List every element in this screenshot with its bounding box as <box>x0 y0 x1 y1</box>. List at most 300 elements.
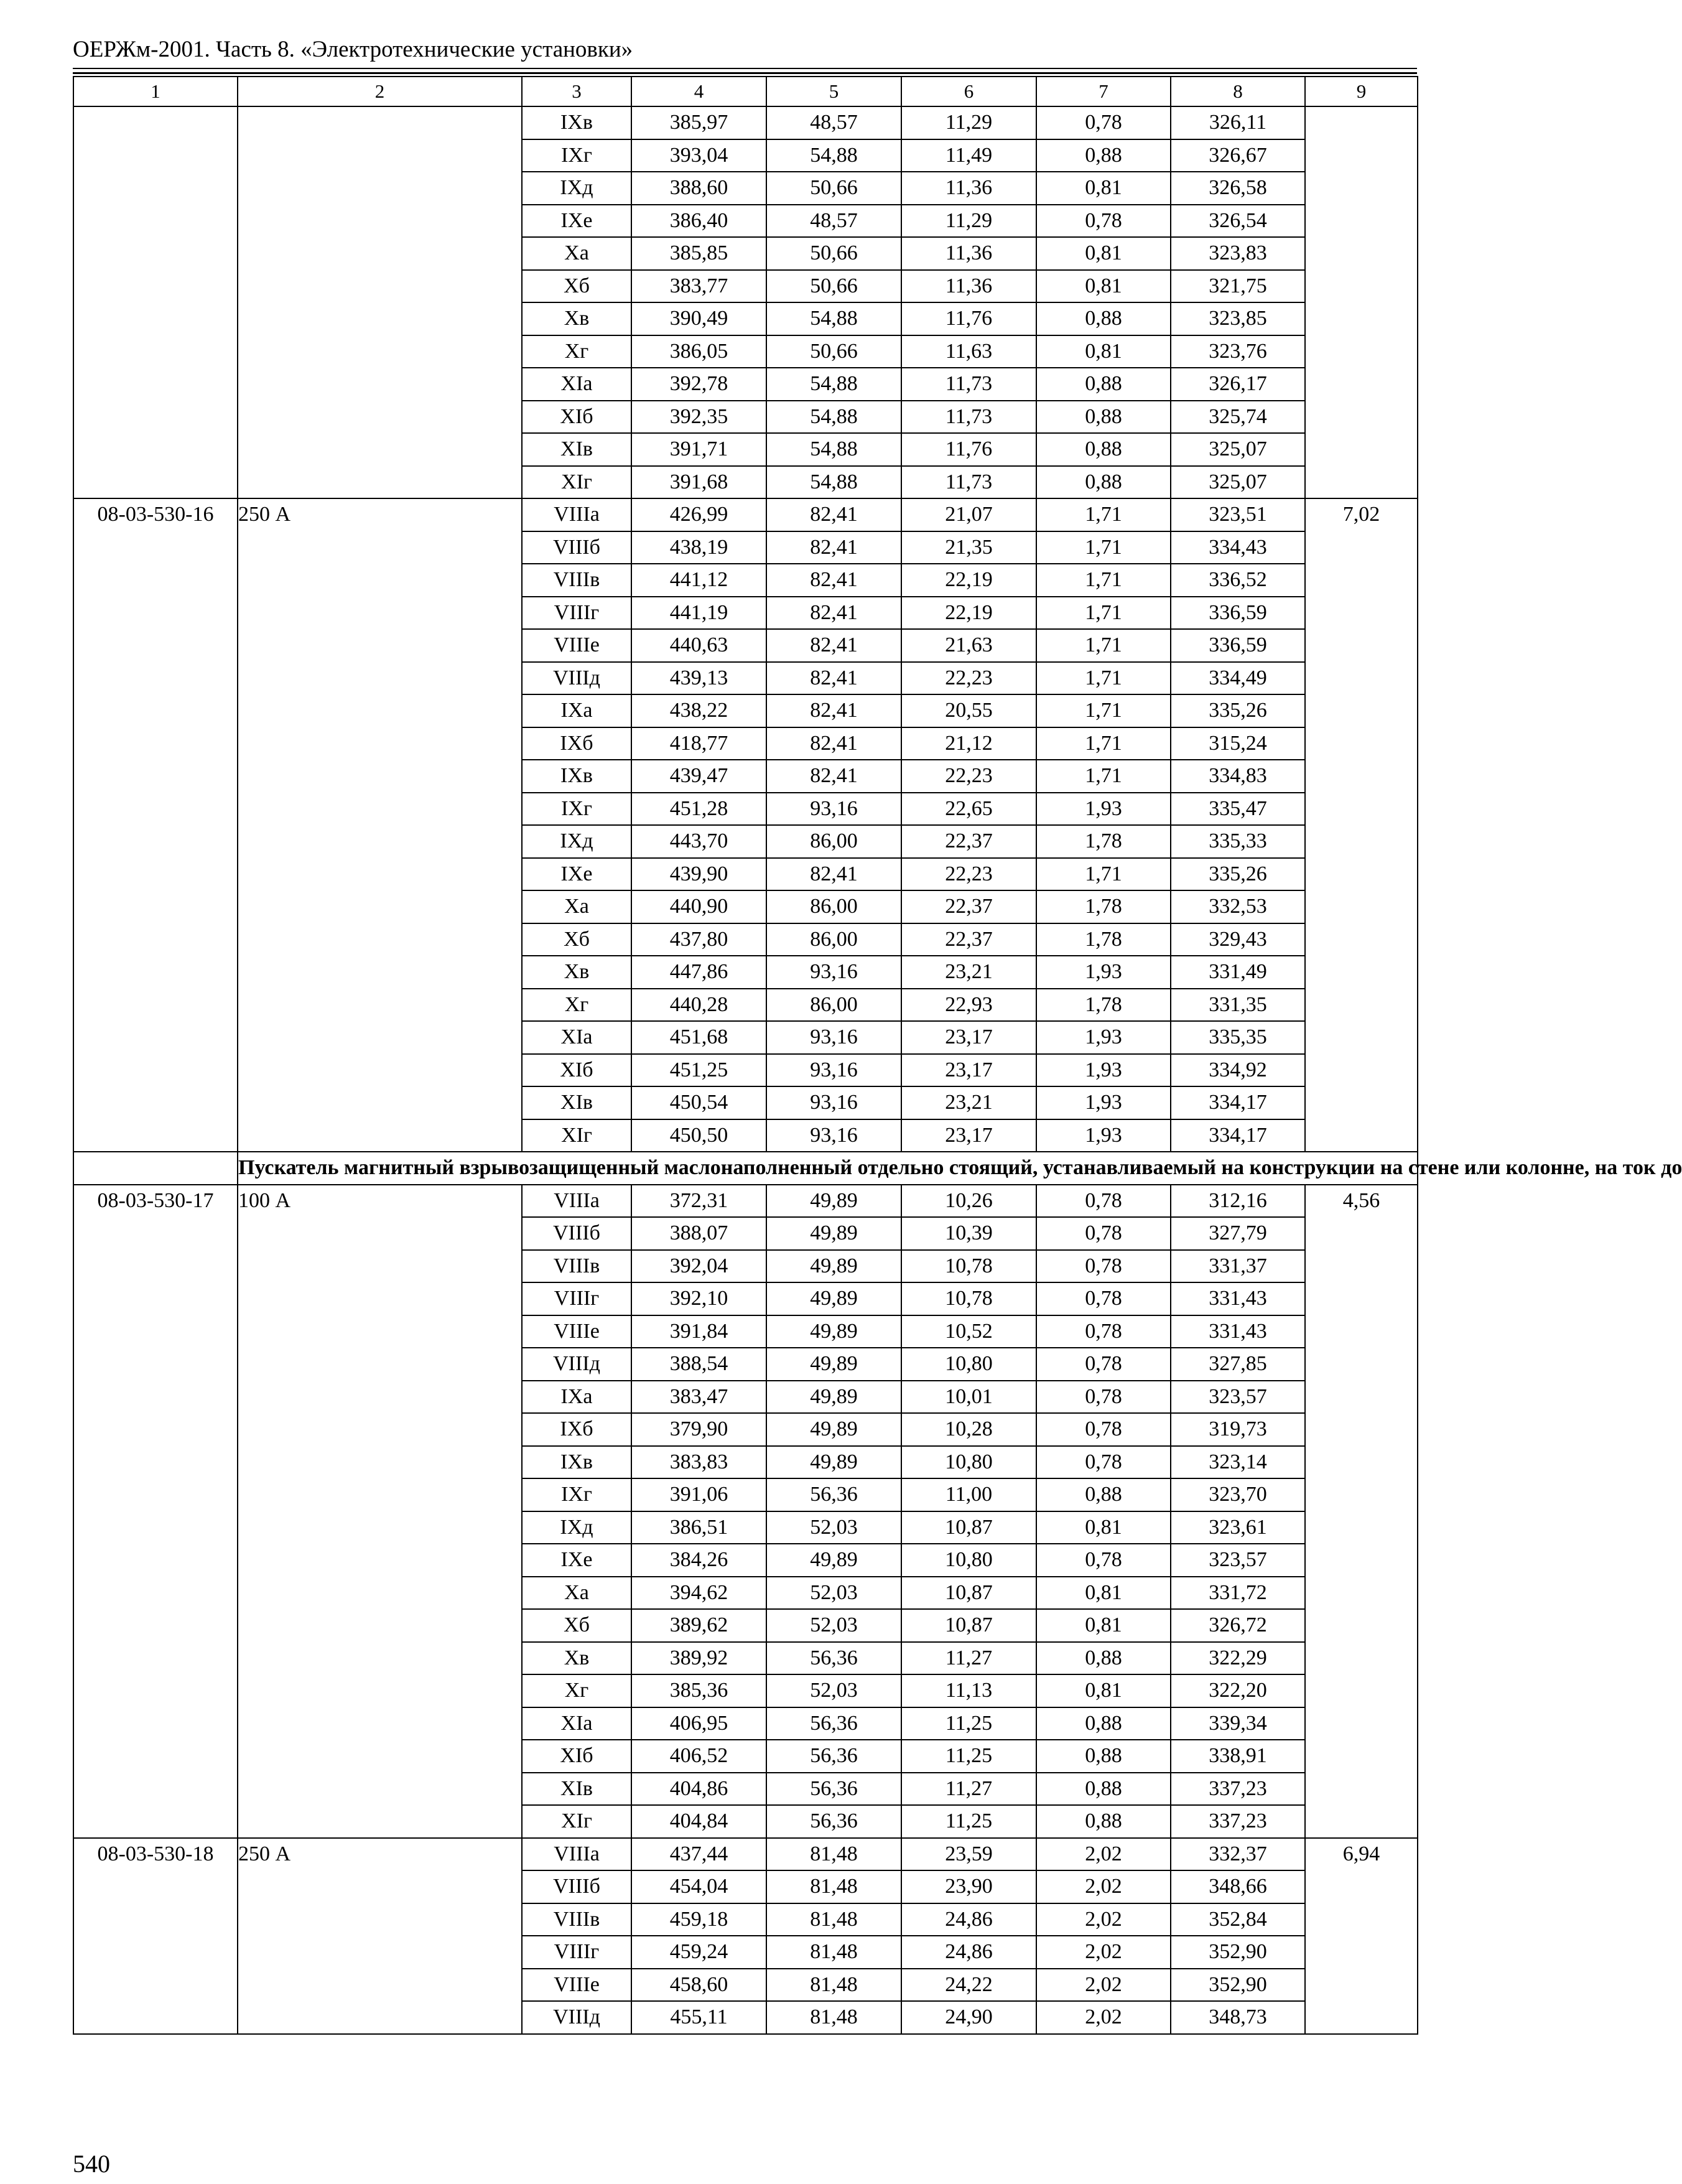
table-cell: 10,52 <box>901 1315 1036 1348</box>
table-cell: 385,36 <box>631 1674 766 1707</box>
table-cell: 337,23 <box>1171 1773 1305 1806</box>
table-cell: 323,61 <box>1171 1511 1305 1544</box>
table-cell: 391,68 <box>631 466 766 499</box>
table-row <box>73 498 1418 531</box>
table-cell: VIIIе <box>522 1969 631 2002</box>
table-cell: VIIIа <box>522 1838 631 1871</box>
table-cell: 440,28 <box>631 989 766 1022</box>
table-cell: 334,17 <box>1171 1119 1305 1152</box>
table-cell: 406,95 <box>631 1707 766 1740</box>
table-cell: 451,68 <box>631 1021 766 1054</box>
table-cell: 454,04 <box>631 1870 766 1903</box>
table-cell: 334,92 <box>1171 1054 1305 1087</box>
table-cell: 327,85 <box>1171 1348 1305 1381</box>
table-cell: 323,70 <box>1171 1478 1305 1511</box>
table-cell: 406,52 <box>631 1740 766 1773</box>
table-cell: 48,57 <box>766 205 901 238</box>
table-cell: 81,48 <box>766 1903 901 1936</box>
column-number: 7 <box>1036 77 1171 106</box>
table-cell: 450,50 <box>631 1119 766 1152</box>
table-cell: Xа <box>522 890 631 923</box>
table-cell: Xа <box>522 237 631 270</box>
table-cell: 331,43 <box>1171 1282 1305 1315</box>
table-cell: 323,57 <box>1171 1381 1305 1414</box>
table-cell: XIа <box>522 368 631 401</box>
table-cell: 388,07 <box>631 1217 766 1250</box>
section-blank-cell <box>73 1152 238 1185</box>
table-cell: 334,17 <box>1171 1086 1305 1119</box>
table-cell: 352,90 <box>1171 1969 1305 2002</box>
table-cell: 1,71 <box>1036 629 1171 662</box>
table-cell: 1,71 <box>1036 531 1171 564</box>
table-cell: 93,16 <box>766 1021 901 1054</box>
table-cell: 22,93 <box>901 989 1036 1022</box>
table-cell: VIIIа <box>522 498 631 531</box>
table-cell: 391,84 <box>631 1315 766 1348</box>
table-cell: 54,88 <box>766 368 901 401</box>
table-cell: VIIIд <box>522 662 631 695</box>
table-cell: 20,55 <box>901 694 1036 727</box>
table-cell: 440,90 <box>631 890 766 923</box>
table-cell: 54,88 <box>766 401 901 434</box>
table-cell: IXе <box>522 858 631 891</box>
table-cell: 337,23 <box>1171 1805 1305 1838</box>
table-cell: 81,48 <box>766 1936 901 1969</box>
table-cell: 10,80 <box>901 1446 1036 1479</box>
column-number: 4 <box>631 77 766 106</box>
table-row <box>73 1838 1418 1871</box>
table-cell: 459,24 <box>631 1936 766 1969</box>
table-cell: 23,21 <box>901 956 1036 989</box>
table-cell: 23,21 <box>901 1086 1036 1119</box>
table-cell: VIIIв <box>522 1250 631 1283</box>
table-cell: 335,35 <box>1171 1021 1305 1054</box>
table-cell: 11,13 <box>901 1674 1036 1707</box>
table-cell: 81,48 <box>766 1969 901 2002</box>
table-row <box>73 1185 1418 1218</box>
table-cell: 49,89 <box>766 1315 901 1348</box>
table-cell: 11,25 <box>901 1740 1036 1773</box>
table-cell: 389,92 <box>631 1642 766 1675</box>
table-cell: 93,16 <box>766 956 901 989</box>
table-cell: 0,78 <box>1036 1282 1171 1315</box>
table-cell: 352,90 <box>1171 1936 1305 1969</box>
table-cell: 81,48 <box>766 1870 901 1903</box>
table-cell: 393,04 <box>631 139 766 172</box>
table-cell: 0,78 <box>1036 1315 1171 1348</box>
table-cell: 0,81 <box>1036 1609 1171 1642</box>
table-cell: VIIIб <box>522 1870 631 1903</box>
table-cell: 10,39 <box>901 1217 1036 1250</box>
table-cell: 82,41 <box>766 531 901 564</box>
table-cell: 1,78 <box>1036 890 1171 923</box>
table-cell: 23,17 <box>901 1021 1036 1054</box>
table-cell: 1,78 <box>1036 923 1171 956</box>
table-cell: IXд <box>522 172 631 205</box>
table-cell: 49,89 <box>766 1544 901 1577</box>
table-cell: 392,04 <box>631 1250 766 1283</box>
table-cell: 54,88 <box>766 302 901 335</box>
table-cell: 22,37 <box>901 825 1036 858</box>
table-cell: XIб <box>522 1740 631 1773</box>
table-cell: 0,78 <box>1036 1544 1171 1577</box>
page-number: 540 <box>73 2150 110 2178</box>
table-cell: 23,90 <box>901 1870 1036 1903</box>
table-cell: 82,41 <box>766 858 901 891</box>
table-cell: IXе <box>522 1544 631 1577</box>
table-cell: XIв <box>522 1086 631 1119</box>
table-cell: VIIIд <box>522 1348 631 1381</box>
table-cell: 11,27 <box>901 1773 1036 1806</box>
table-cell: 335,26 <box>1171 858 1305 891</box>
table-cell: 48,57 <box>766 106 901 139</box>
table-cell: XIб <box>522 401 631 434</box>
table-cell: 441,12 <box>631 564 766 597</box>
table-cell: 383,83 <box>631 1446 766 1479</box>
table-cell: 10,26 <box>901 1185 1036 1218</box>
table-cell: 0,81 <box>1036 172 1171 205</box>
table-cell: 458,60 <box>631 1969 766 2002</box>
table-cell: 11,25 <box>901 1805 1036 1838</box>
table-cell: 22,23 <box>901 662 1036 695</box>
table-cell: 1,71 <box>1036 564 1171 597</box>
table-cell: 388,60 <box>631 172 766 205</box>
table-cell: 447,86 <box>631 956 766 989</box>
table-cell: 82,41 <box>766 564 901 597</box>
table-cell: 82,41 <box>766 498 901 531</box>
table-cell: 11,27 <box>901 1642 1036 1675</box>
table-cell: 23,17 <box>901 1119 1036 1152</box>
table-cell: 331,72 <box>1171 1577 1305 1610</box>
table-cell: 0,78 <box>1036 1250 1171 1283</box>
table-cell: 385,97 <box>631 106 766 139</box>
table-cell: IXа <box>522 694 631 727</box>
table-cell: 326,54 <box>1171 205 1305 238</box>
table-cell: VIIIг <box>522 1282 631 1315</box>
table-cell: 426,99 <box>631 498 766 531</box>
table-cell: 2,02 <box>1036 1838 1171 1871</box>
table-cell: 391,71 <box>631 433 766 466</box>
section-heading-row <box>73 1152 1418 1185</box>
table-cell: 312,16 <box>1171 1185 1305 1218</box>
table-cell: 418,77 <box>631 727 766 760</box>
table-cell: IXб <box>522 1413 631 1446</box>
table-cell: 93,16 <box>766 1119 901 1152</box>
table-cell: 383,47 <box>631 1381 766 1414</box>
table-cell: 52,03 <box>766 1511 901 1544</box>
table-cell: 2,02 <box>1036 1969 1171 2002</box>
table-cell: 24,86 <box>901 1903 1036 1936</box>
table-cell: 334,83 <box>1171 760 1305 793</box>
table-cell: 11,63 <box>901 335 1036 368</box>
table-cell: 11,73 <box>901 466 1036 499</box>
table-cell: 389,62 <box>631 1609 766 1642</box>
table-cell: 352,84 <box>1171 1903 1305 1936</box>
table-cell: 52,03 <box>766 1674 901 1707</box>
table-cell: 54,88 <box>766 139 901 172</box>
table-cell: 348,66 <box>1171 1870 1305 1903</box>
table-cell: 49,89 <box>766 1250 901 1283</box>
table-cell: 52,03 <box>766 1609 901 1642</box>
table-cell: 0,88 <box>1036 1707 1171 1740</box>
table-cell: Xб <box>522 270 631 303</box>
table-cell: 93,16 <box>766 1054 901 1087</box>
table-cell: IXг <box>522 139 631 172</box>
table-cell: XIг <box>522 466 631 499</box>
table-cell: 0,81 <box>1036 1674 1171 1707</box>
table-cell: Xб <box>522 923 631 956</box>
rates-table <box>73 76 1682 2035</box>
table-cell: 1,71 <box>1036 498 1171 531</box>
table-cell: 0,88 <box>1036 433 1171 466</box>
table-cell: IXд <box>522 1511 631 1544</box>
table-cell: 332,37 <box>1171 1838 1305 1871</box>
table-cell: 11,73 <box>901 368 1036 401</box>
table-cell: XIг <box>522 1119 631 1152</box>
table-cell: VIIIб <box>522 1217 631 1250</box>
rate-code: 08-03-530-17 <box>73 1185 238 1838</box>
rate-name: 250 А <box>238 498 522 1152</box>
table-cell: 11,36 <box>901 172 1036 205</box>
column-number: 9 <box>1305 77 1418 106</box>
section-heading: Пускатель магнитный взрывозащищенный маслонаполненный отдельно стоящий, устанавливаемый на конструкции на стене или колонне, на ток до <box>238 1152 1418 1185</box>
table-cell: 385,85 <box>631 237 766 270</box>
table-cell: Xв <box>522 1642 631 1675</box>
table-cell: 326,72 <box>1171 1609 1305 1642</box>
table-cell: 335,33 <box>1171 825 1305 858</box>
table-cell: 0,81 <box>1036 237 1171 270</box>
table-cell: Xг <box>522 989 631 1022</box>
col9-value: 7,02 <box>1305 498 1418 1152</box>
table-cell: 24,22 <box>901 1969 1036 2002</box>
table-cell: 82,41 <box>766 694 901 727</box>
table-cell: 323,14 <box>1171 1446 1305 1479</box>
table-cell: 1,71 <box>1036 597 1171 630</box>
table-cell: 443,70 <box>631 825 766 858</box>
table-cell: XIб <box>522 1054 631 1087</box>
table-cell: 379,90 <box>631 1413 766 1446</box>
table-cell: IXе <box>522 205 631 238</box>
table-cell: 49,89 <box>766 1446 901 1479</box>
table-cell: 11,36 <box>901 237 1036 270</box>
table-cell: 386,40 <box>631 205 766 238</box>
header-rule <box>73 68 1417 69</box>
table-cell: 1,71 <box>1036 694 1171 727</box>
table-cell: 86,00 <box>766 825 901 858</box>
table-cell: 386,05 <box>631 335 766 368</box>
table-cell: 49,89 <box>766 1381 901 1414</box>
table-cell: 325,07 <box>1171 466 1305 499</box>
table-cell: 1,71 <box>1036 662 1171 695</box>
table-cell: 459,18 <box>631 1903 766 1936</box>
table-cell: 0,78 <box>1036 1217 1171 1250</box>
table-cell: 0,81 <box>1036 1577 1171 1610</box>
table-cell: 336,59 <box>1171 629 1305 662</box>
table-cell: IXа <box>522 1381 631 1414</box>
table-cell: 323,85 <box>1171 302 1305 335</box>
table-cell: 404,84 <box>631 1805 766 1838</box>
table-cell: 0,88 <box>1036 1740 1171 1773</box>
table-cell: VIIIг <box>522 597 631 630</box>
table-cell: IXг <box>522 1478 631 1511</box>
table-cell: 23,17 <box>901 1054 1036 1087</box>
table-cell: 388,54 <box>631 1348 766 1381</box>
table-cell: 22,19 <box>901 564 1036 597</box>
table-cell: 439,13 <box>631 662 766 695</box>
table-cell: 24,90 <box>901 2001 1036 2034</box>
table-cell: 86,00 <box>766 923 901 956</box>
table-cell: 338,91 <box>1171 1740 1305 1773</box>
table-cell: 334,43 <box>1171 531 1305 564</box>
table-cell: 0,81 <box>1036 1511 1171 1544</box>
table-cell: 335,26 <box>1171 694 1305 727</box>
table-cell: XIа <box>522 1021 631 1054</box>
table-cell: 384,26 <box>631 1544 766 1577</box>
table-cell: 0,78 <box>1036 1381 1171 1414</box>
table-cell: 22,23 <box>901 760 1036 793</box>
table-cell: 450,54 <box>631 1086 766 1119</box>
table-cell: 82,41 <box>766 760 901 793</box>
table-cell: IXг <box>522 793 631 826</box>
table-cell: 315,24 <box>1171 727 1305 760</box>
table-cell: IXв <box>522 106 631 139</box>
table-cell: 336,52 <box>1171 564 1305 597</box>
table-cell: 10,87 <box>901 1609 1036 1642</box>
table-cell: 325,74 <box>1171 401 1305 434</box>
table-cell: 0,88 <box>1036 368 1171 401</box>
table-cell: 0,78 <box>1036 1185 1171 1218</box>
table-cell: XIг <box>522 1805 631 1838</box>
table-cell: 1,71 <box>1036 760 1171 793</box>
table-row <box>73 106 1418 139</box>
table-cell: 49,89 <box>766 1282 901 1315</box>
table-cell: 50,66 <box>766 237 901 270</box>
table-cell: 50,66 <box>766 335 901 368</box>
table-cell: 11,00 <box>901 1478 1036 1511</box>
col9-value <box>1305 106 1418 498</box>
column-number-row <box>73 77 1418 106</box>
column-number: 1 <box>73 77 238 106</box>
table-cell: VIIIв <box>522 564 631 597</box>
table-cell: 321,75 <box>1171 270 1305 303</box>
table-cell: 21,12 <box>901 727 1036 760</box>
table-cell: IXв <box>522 1446 631 1479</box>
rate-name <box>238 106 522 498</box>
table-cell: 394,62 <box>631 1577 766 1610</box>
rate-code <box>73 106 238 498</box>
table-cell: 0,88 <box>1036 302 1171 335</box>
table-cell: 322,29 <box>1171 1642 1305 1675</box>
table-cell: 11,29 <box>901 205 1036 238</box>
rate-name: 100 А <box>238 1185 522 1838</box>
table-cell: 21,63 <box>901 629 1036 662</box>
table-cell: 326,58 <box>1171 172 1305 205</box>
table-cell: VIIIа <box>522 1185 631 1218</box>
table-cell: 392,10 <box>631 1282 766 1315</box>
table-cell: 323,76 <box>1171 335 1305 368</box>
table-cell: 455,11 <box>631 2001 766 2034</box>
table-cell: 10,78 <box>901 1282 1036 1315</box>
table-cell: 2,02 <box>1036 1870 1171 1903</box>
table-cell: 332,53 <box>1171 890 1305 923</box>
table-cell: 82,41 <box>766 727 901 760</box>
table-cell: 0,88 <box>1036 139 1171 172</box>
table-cell: 0,81 <box>1036 335 1171 368</box>
table-cell: 0,88 <box>1036 1478 1171 1511</box>
table-cell: 348,73 <box>1171 2001 1305 2034</box>
table-cell: 437,44 <box>631 1838 766 1871</box>
table-cell: 11,76 <box>901 433 1036 466</box>
table-cell: VIIIд <box>522 2001 631 2034</box>
table-cell: 331,37 <box>1171 1250 1305 1283</box>
table-cell: 2,02 <box>1036 2001 1171 2034</box>
table-cell: 392,78 <box>631 368 766 401</box>
table-cell: 322,20 <box>1171 1674 1305 1707</box>
col9-value: 6,94 <box>1305 1838 1418 2034</box>
table-cell: 24,86 <box>901 1936 1036 1969</box>
table-cell: 326,11 <box>1171 106 1305 139</box>
table-cell: 1,93 <box>1036 793 1171 826</box>
table-cell: 56,36 <box>766 1805 901 1838</box>
table-cell: 0,88 <box>1036 1773 1171 1806</box>
header-rule-double <box>73 72 1417 74</box>
table-cell: 441,19 <box>631 597 766 630</box>
table-cell: 1,93 <box>1036 956 1171 989</box>
table-cell: IXд <box>522 825 631 858</box>
table-cell: 1,71 <box>1036 727 1171 760</box>
table-cell: 451,28 <box>631 793 766 826</box>
column-number: 2 <box>238 77 522 106</box>
table-cell: 86,00 <box>766 890 901 923</box>
table-cell: 334,49 <box>1171 662 1305 695</box>
table-cell: 2,02 <box>1036 1936 1171 1969</box>
table-cell: 438,19 <box>631 531 766 564</box>
table-cell: 0,78 <box>1036 1413 1171 1446</box>
rate-code: 08-03-530-18 <box>73 1838 238 2034</box>
table-cell: 11,25 <box>901 1707 1036 1740</box>
table-cell: 1,93 <box>1036 1021 1171 1054</box>
table-cell: 437,80 <box>631 923 766 956</box>
table-cell: 54,88 <box>766 433 901 466</box>
column-number: 8 <box>1171 77 1305 106</box>
column-number: 5 <box>766 77 901 106</box>
table-cell: 82,41 <box>766 662 901 695</box>
table-cell: 22,37 <box>901 890 1036 923</box>
table-cell: 1,93 <box>1036 1119 1171 1152</box>
table-cell: IXб <box>522 727 631 760</box>
table-cell: 10,87 <box>901 1511 1036 1544</box>
table-cell: 56,36 <box>766 1740 901 1773</box>
table-cell: IXв <box>522 760 631 793</box>
table-cell: 1,71 <box>1036 858 1171 891</box>
table-cell: 10,01 <box>901 1381 1036 1414</box>
table-cell: 56,36 <box>766 1707 901 1740</box>
table-cell: 23,59 <box>901 1838 1036 1871</box>
table-cell: 0,78 <box>1036 106 1171 139</box>
table-cell: 81,48 <box>766 2001 901 2034</box>
table-cell: 331,35 <box>1171 989 1305 1022</box>
table-cell: VIIIе <box>522 1315 631 1348</box>
table-cell: 49,89 <box>766 1348 901 1381</box>
table-cell: 0,81 <box>1036 270 1171 303</box>
table-cell: 11,29 <box>901 106 1036 139</box>
table-cell: 22,65 <box>901 793 1036 826</box>
table-cell: 372,31 <box>631 1185 766 1218</box>
table-cell: Xа <box>522 1577 631 1610</box>
table-cell: 439,90 <box>631 858 766 891</box>
table-cell: 383,77 <box>631 270 766 303</box>
rate-code: 08-03-530-16 <box>73 498 238 1152</box>
